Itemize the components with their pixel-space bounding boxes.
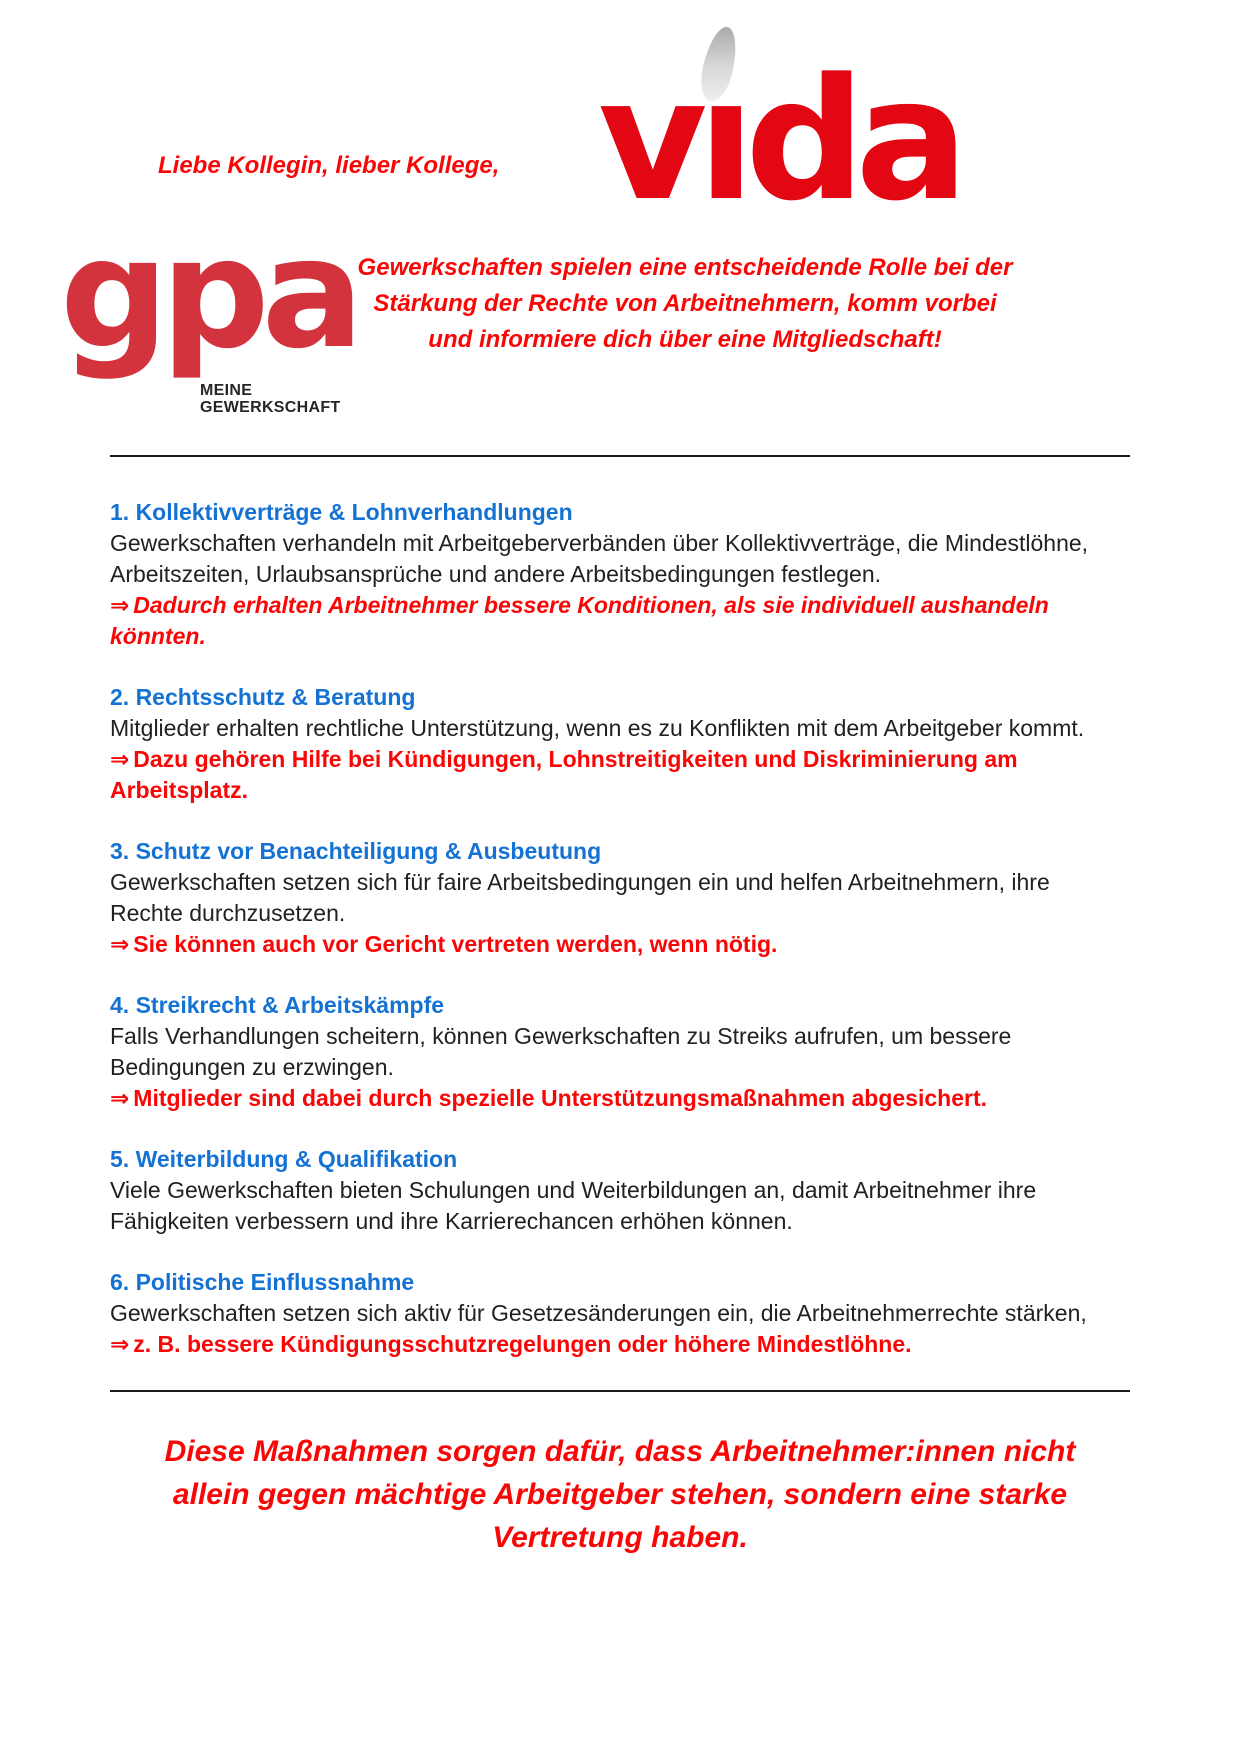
section-body: Gewerkschaften setzen sich aktiv für Gesetzesänderungen ein, die Arbeitnehmerrechte stärken,: [110, 1300, 1087, 1326]
section-highlight-text: Dadurch erhalten Arbeitnehmer bessere Konditionen, als sie individuell aushandeln könnten.: [110, 592, 1049, 649]
main-content: [110, 455, 1130, 1559]
section-body: Gewerkschaften verhandeln mit Arbeitgeberverbänden über Kollektivverträge, die Mindestlöhne, Arbeitszeiten, Urlaubsansprüche und andere Arbeitsbedingungen festlegen.: [110, 530, 1089, 587]
section-body: Gewerkschaften setzen sich für faire Arbeitsbedingungen ein und helfen Arbeitnehmern, ihre Rechte durchzusetzen.: [110, 869, 1050, 926]
section-highlight-text: Dazu gehören Hilfe bei Kündigungen, Lohnstreitigkeiten und Diskriminierung am Arbeitsplatz.: [110, 746, 1018, 803]
section-heading: 6. Politische Einflussnahme: [110, 1269, 415, 1295]
section-block: [110, 836, 1110, 960]
section-highlight-text: Sie können auch vor Gericht vertreten werden, wenn nötig.: [133, 931, 778, 957]
closing-text: Diese Maßnahmen sorgen dafür, dass Arbeitnehmer:innen nicht allein gegen mächtige Arbeitgeber stehen, sondern eine starke Vertretung haben.: [164, 1435, 1076, 1554]
section-body: Falls Verhandlungen scheitern, können Gewerkschaften zu Streiks aufrufen, um bessere Bedingungen zu erzwingen.: [110, 1023, 1012, 1080]
section-block: [110, 990, 1110, 1114]
section-highlight: [110, 744, 1110, 806]
section-block: [110, 1267, 1110, 1360]
section-body: Mitglieder erhalten rechtliche Unterstützung, wenn es zu Konflikten mit dem Arbeitgeber kommt.: [110, 715, 1085, 741]
double-arrow-icon: ⇒: [110, 1331, 130, 1357]
section-block: [110, 1144, 1110, 1237]
section-heading: 1. Kollektivverträge & Lohnverhandlungen: [110, 499, 573, 525]
double-arrow-icon: ⇒: [110, 746, 130, 772]
section-highlight-text: Mitglieder sind dabei durch spezielle Unterstützungsmaßnahmen abgesichert.: [133, 1085, 987, 1111]
greeting-text: Liebe Kollegin, lieber Kollege,: [158, 152, 500, 179]
top-divider: [110, 455, 1130, 457]
section-highlight-text: z. B. bessere Kündigungsschutzregelungen oder höhere Mindestlöhne.: [133, 1331, 912, 1357]
section-highlight: [110, 1329, 1110, 1360]
section-block: [110, 497, 1110, 652]
section-heading: 5. Weiterbildung & Qualifikation: [110, 1146, 458, 1172]
section-highlight: [110, 590, 1110, 652]
gpa-tagline: [200, 382, 340, 416]
section-highlight: [110, 1083, 1110, 1114]
double-arrow-icon: ⇒: [110, 931, 130, 957]
sections-list: [110, 497, 1110, 1360]
gpa-tagline-line2: GEWERKSCHAFT: [200, 399, 341, 416]
section-body: Viele Gewerkschaften bieten Schulungen und Weiterbildungen an, damit Arbeitnehmer ihre Fähigkeiten verbessern und ihre Karrierechancen erhöhen können.: [110, 1177, 1037, 1234]
bottom-divider: [110, 1390, 1130, 1392]
gpa-logo: [60, 205, 357, 428]
section-block: [110, 682, 1110, 806]
vida-logo: [598, 24, 959, 238]
gpa-logo-text: gpa: [60, 205, 357, 382]
gpa-tagline-line1: MEINE: [200, 382, 253, 399]
section-heading: 3. Schutz vor Benachteiligung & Ausbeutung: [110, 838, 602, 864]
double-arrow-icon: ⇒: [110, 1085, 130, 1111]
section-heading: 2. Rechtsschutz & Beratung: [110, 684, 416, 710]
double-arrow-icon: ⇒: [110, 592, 130, 618]
section-highlight: [110, 929, 1110, 960]
vida-logo-text: vıda: [598, 42, 959, 238]
section-heading: 4. Streikrecht & Arbeitskämpfe: [110, 992, 445, 1018]
intro-text: Gewerkschaften spielen eine entscheidende Rolle bei der Stärkung der Rechte von Arbeitnehmern, komm vorbei und informiere dich über eine Mitgliedschaft!: [357, 254, 1013, 353]
